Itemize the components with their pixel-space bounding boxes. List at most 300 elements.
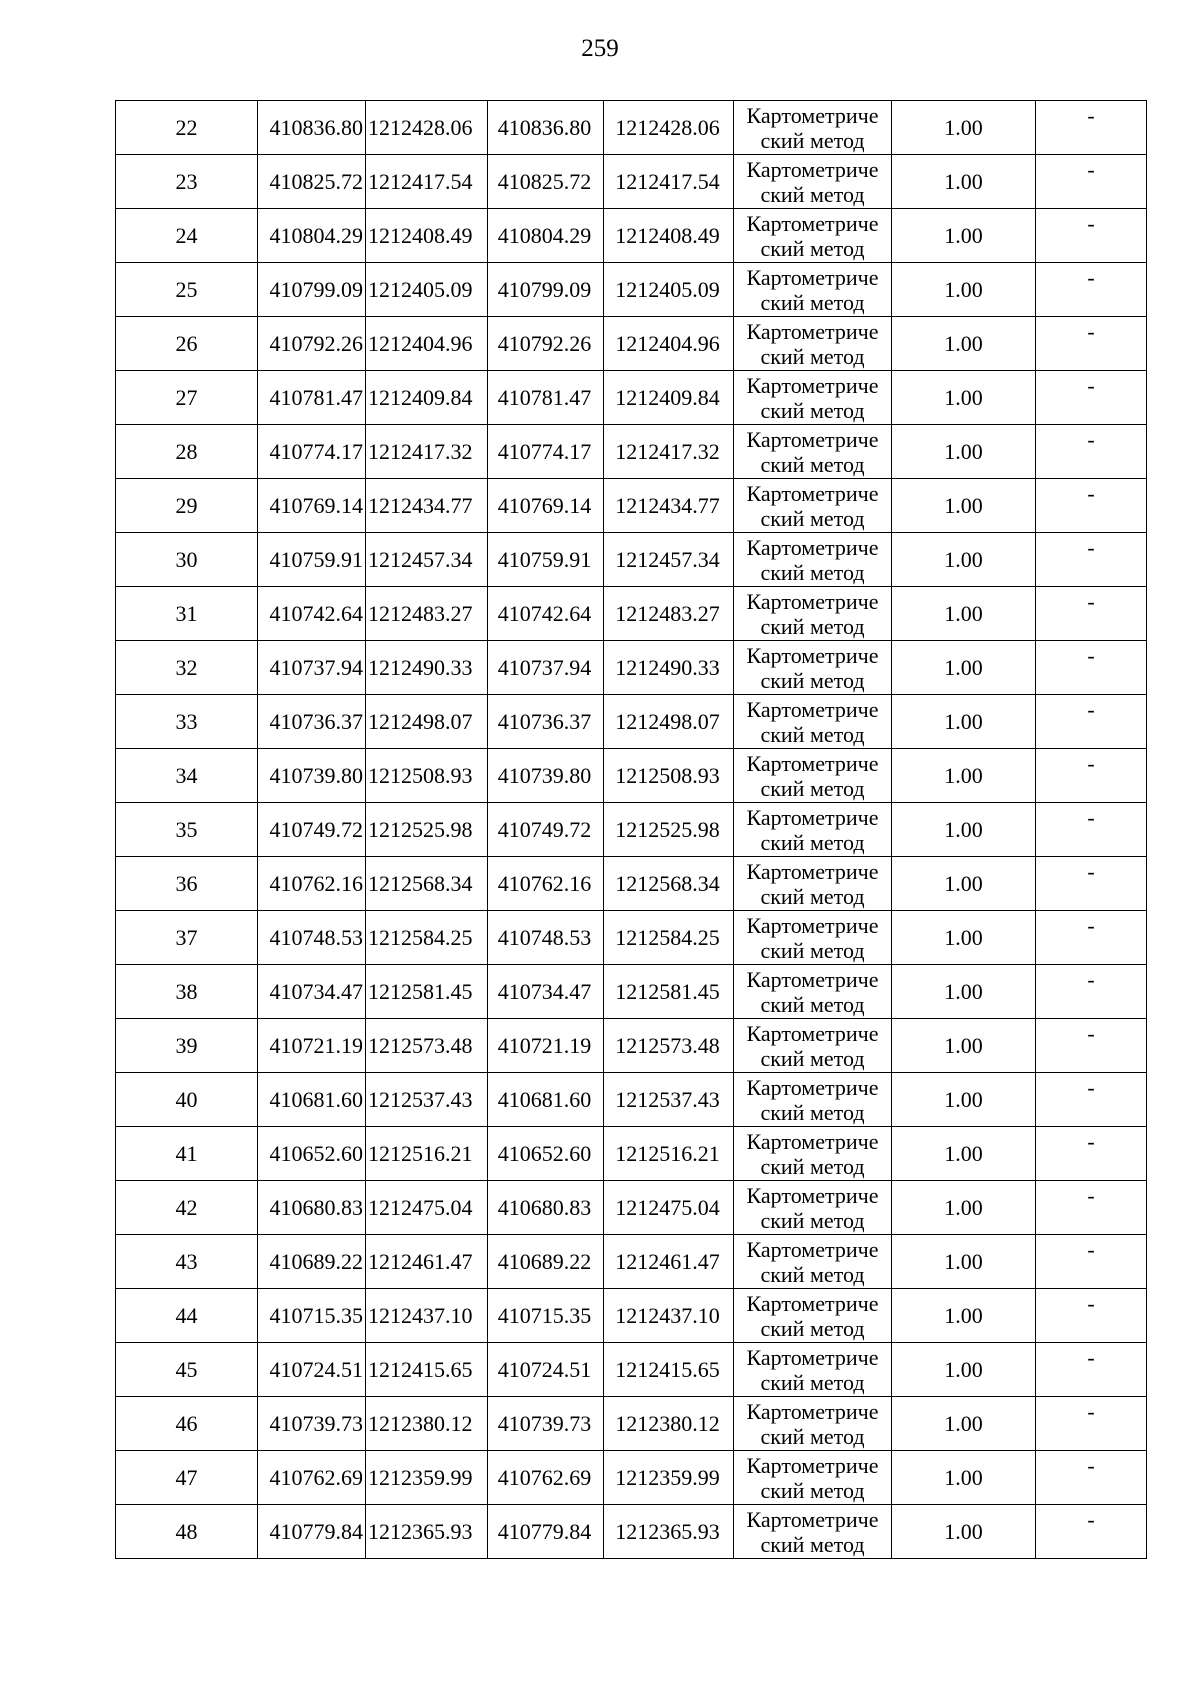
method-cell xyxy=(734,317,892,371)
table-row xyxy=(116,1451,1147,1505)
note-cell: - xyxy=(1036,317,1147,371)
point-number-cell: 45 xyxy=(116,1343,258,1397)
method-line-2: ский метод xyxy=(760,1423,865,1449)
table-row xyxy=(116,317,1147,371)
y-coordinate-cell-2: 1212490.33 xyxy=(604,641,734,695)
accuracy-cell: 1.00 xyxy=(892,1127,1036,1181)
point-number-cell: 31 xyxy=(116,587,258,641)
x-coordinate-cell: 410762.69 xyxy=(258,1451,366,1505)
note-cell: - xyxy=(1036,1235,1147,1289)
note-cell: - xyxy=(1036,1289,1147,1343)
table-row xyxy=(116,209,1147,263)
x-coordinate-cell: 410825.72 xyxy=(258,155,366,209)
x-coordinate-cell: 410749.72 xyxy=(258,803,366,857)
point-number-cell: 26 xyxy=(116,317,258,371)
method-cell xyxy=(734,1127,892,1181)
point-number-cell: 47 xyxy=(116,1451,258,1505)
table-row xyxy=(116,803,1147,857)
method-line-2: ский метод xyxy=(760,505,865,531)
y-coordinate-cell: 1212568.34 xyxy=(366,857,488,911)
method-cell xyxy=(734,695,892,749)
method-line-1: Картометриче xyxy=(746,210,879,236)
method-cell xyxy=(734,101,892,155)
method-line-1: Картометриче xyxy=(746,480,879,506)
accuracy-cell: 1.00 xyxy=(892,641,1036,695)
table-row xyxy=(116,911,1147,965)
x-coordinate-cell-2: 410836.80 xyxy=(488,101,604,155)
method-line-1: Картометриче xyxy=(746,534,879,560)
method-line-2: ский метод xyxy=(760,397,865,423)
x-coordinate-cell-2: 410737.94 xyxy=(488,641,604,695)
table-row xyxy=(116,101,1147,155)
table-row xyxy=(116,263,1147,317)
x-coordinate-cell: 410737.94 xyxy=(258,641,366,695)
y-coordinate-cell-2: 1212584.25 xyxy=(604,911,734,965)
method-line-2: ский метод xyxy=(760,1477,865,1503)
point-number-cell: 43 xyxy=(116,1235,258,1289)
note-cell: - xyxy=(1036,371,1147,425)
y-coordinate-cell: 1212380.12 xyxy=(366,1397,488,1451)
y-coordinate-cell: 1212457.34 xyxy=(366,533,488,587)
note-cell: - xyxy=(1036,263,1147,317)
method-line-2: ский метод xyxy=(760,667,865,693)
table-row xyxy=(116,641,1147,695)
x-coordinate-cell: 410724.51 xyxy=(258,1343,366,1397)
y-coordinate-cell-2: 1212475.04 xyxy=(604,1181,734,1235)
x-coordinate-cell: 410762.16 xyxy=(258,857,366,911)
y-coordinate-cell-2: 1212483.27 xyxy=(604,587,734,641)
method-line-2: ский метод xyxy=(760,1207,865,1233)
table-row xyxy=(116,533,1147,587)
accuracy-cell: 1.00 xyxy=(892,371,1036,425)
table-row xyxy=(116,371,1147,425)
x-coordinate-cell-2: 410799.09 xyxy=(488,263,604,317)
x-coordinate-cell: 410836.80 xyxy=(258,101,366,155)
point-number-cell: 44 xyxy=(116,1289,258,1343)
accuracy-cell: 1.00 xyxy=(892,1397,1036,1451)
y-coordinate-cell-2: 1212417.54 xyxy=(604,155,734,209)
x-coordinate-cell-2: 410762.16 xyxy=(488,857,604,911)
method-line-2: ский метод xyxy=(760,559,865,585)
y-coordinate-cell: 1212516.21 xyxy=(366,1127,488,1181)
accuracy-cell: 1.00 xyxy=(892,965,1036,1019)
point-number-cell: 32 xyxy=(116,641,258,695)
point-number-cell: 42 xyxy=(116,1181,258,1235)
method-line-2: ский метод xyxy=(760,829,865,855)
table-row xyxy=(116,965,1147,1019)
accuracy-cell: 1.00 xyxy=(892,1505,1036,1559)
x-coordinate-cell: 410769.14 xyxy=(258,479,366,533)
method-line-1: Картометриче xyxy=(746,1344,879,1370)
method-line-2: ский метод xyxy=(760,1369,865,1395)
x-coordinate-cell: 410774.17 xyxy=(258,425,366,479)
table-row xyxy=(116,1397,1147,1451)
y-coordinate-cell: 1212437.10 xyxy=(366,1289,488,1343)
method-line-2: ский метод xyxy=(760,451,865,477)
y-coordinate-cell-2: 1212415.65 xyxy=(604,1343,734,1397)
x-coordinate-cell: 410715.35 xyxy=(258,1289,366,1343)
x-coordinate-cell: 410681.60 xyxy=(258,1073,366,1127)
note-cell: - xyxy=(1036,1451,1147,1505)
method-line-2: ский метод xyxy=(760,235,865,261)
note-cell: - xyxy=(1036,1505,1147,1559)
method-line-1: Картометриче xyxy=(746,372,879,398)
x-coordinate-cell-2: 410721.19 xyxy=(488,1019,604,1073)
accuracy-cell: 1.00 xyxy=(892,1451,1036,1505)
page-number: 259 xyxy=(581,35,619,62)
method-line-1: Картометриче xyxy=(746,858,879,884)
y-coordinate-cell: 1212537.43 xyxy=(366,1073,488,1127)
note-cell: - xyxy=(1036,641,1147,695)
method-cell xyxy=(734,155,892,209)
method-line-1: Картометриче xyxy=(746,966,879,992)
x-coordinate-cell: 410779.84 xyxy=(258,1505,366,1559)
x-coordinate-cell-2: 410742.64 xyxy=(488,587,604,641)
x-coordinate-cell: 410742.64 xyxy=(258,587,366,641)
point-number-cell: 38 xyxy=(116,965,258,1019)
method-cell xyxy=(734,749,892,803)
method-line-2: ский метод xyxy=(760,883,865,909)
table-row xyxy=(116,1289,1147,1343)
accuracy-cell: 1.00 xyxy=(892,209,1036,263)
point-number-cell: 33 xyxy=(116,695,258,749)
method-cell xyxy=(734,965,892,1019)
y-coordinate-cell-2: 1212417.32 xyxy=(604,425,734,479)
x-coordinate-cell-2: 410652.60 xyxy=(488,1127,604,1181)
table-row xyxy=(116,695,1147,749)
x-coordinate-cell-2: 410739.80 xyxy=(488,749,604,803)
method-cell xyxy=(734,1181,892,1235)
x-coordinate-cell-2: 410804.29 xyxy=(488,209,604,263)
method-line-1: Картометриче xyxy=(746,102,879,128)
x-coordinate-cell-2: 410689.22 xyxy=(488,1235,604,1289)
note-cell: - xyxy=(1036,1127,1147,1181)
method-line-1: Картометриче xyxy=(746,1128,879,1154)
x-coordinate-cell: 410739.73 xyxy=(258,1397,366,1451)
table-row xyxy=(116,155,1147,209)
point-number-cell: 46 xyxy=(116,1397,258,1451)
method-cell xyxy=(734,587,892,641)
method-line-2: ский метод xyxy=(760,343,865,369)
method-line-2: ский метод xyxy=(760,613,865,639)
x-coordinate-cell-2: 410825.72 xyxy=(488,155,604,209)
note-cell: - xyxy=(1036,425,1147,479)
method-cell xyxy=(734,1289,892,1343)
y-coordinate-cell-2: 1212404.96 xyxy=(604,317,734,371)
method-cell xyxy=(734,1397,892,1451)
method-cell xyxy=(734,1451,892,1505)
note-cell: - xyxy=(1036,155,1147,209)
method-cell xyxy=(734,1343,892,1397)
point-number-cell: 40 xyxy=(116,1073,258,1127)
table-row xyxy=(116,1343,1147,1397)
accuracy-cell: 1.00 xyxy=(892,1019,1036,1073)
y-coordinate-cell-2: 1212409.84 xyxy=(604,371,734,425)
y-coordinate-cell: 1212408.49 xyxy=(366,209,488,263)
x-coordinate-cell: 410721.19 xyxy=(258,1019,366,1073)
x-coordinate-cell-2: 410681.60 xyxy=(488,1073,604,1127)
point-number-cell: 34 xyxy=(116,749,258,803)
point-number-cell: 48 xyxy=(116,1505,258,1559)
accuracy-cell: 1.00 xyxy=(892,1073,1036,1127)
method-line-2: ский метод xyxy=(760,1531,865,1557)
accuracy-cell: 1.00 xyxy=(892,857,1036,911)
method-line-1: Картометриче xyxy=(746,1236,879,1262)
x-coordinate-cell: 410804.29 xyxy=(258,209,366,263)
table-body xyxy=(116,101,1147,1559)
table-row xyxy=(116,1235,1147,1289)
table-row xyxy=(116,1073,1147,1127)
table-row xyxy=(116,1505,1147,1559)
y-coordinate-cell: 1212434.77 xyxy=(366,479,488,533)
table-row xyxy=(116,1127,1147,1181)
y-coordinate-cell-2: 1212537.43 xyxy=(604,1073,734,1127)
point-number-cell: 29 xyxy=(116,479,258,533)
table-row xyxy=(116,749,1147,803)
method-line-2: ский метод xyxy=(760,181,865,207)
y-coordinate-cell-2: 1212581.45 xyxy=(604,965,734,1019)
x-coordinate-cell: 410680.83 xyxy=(258,1181,366,1235)
accuracy-cell: 1.00 xyxy=(892,1181,1036,1235)
method-cell xyxy=(734,1073,892,1127)
point-number-cell: 30 xyxy=(116,533,258,587)
y-coordinate-cell: 1212417.32 xyxy=(366,425,488,479)
method-cell xyxy=(734,1019,892,1073)
y-coordinate-cell-2: 1212408.49 xyxy=(604,209,734,263)
method-line-2: ский метод xyxy=(760,1261,865,1287)
method-line-1: Картометриче xyxy=(746,912,879,938)
y-coordinate-cell: 1212409.84 xyxy=(366,371,488,425)
method-line-1: Картометриче xyxy=(746,1398,879,1424)
x-coordinate-cell: 410759.91 xyxy=(258,533,366,587)
method-cell xyxy=(734,1505,892,1559)
x-coordinate-cell-2: 410774.17 xyxy=(488,425,604,479)
y-coordinate-cell-2: 1212525.98 xyxy=(604,803,734,857)
point-number-cell: 22 xyxy=(116,101,258,155)
point-number-cell: 39 xyxy=(116,1019,258,1073)
x-coordinate-cell-2: 410736.37 xyxy=(488,695,604,749)
x-coordinate-cell-2: 410715.35 xyxy=(488,1289,604,1343)
y-coordinate-cell: 1212573.48 xyxy=(366,1019,488,1073)
y-coordinate-cell-2: 1212428.06 xyxy=(604,101,734,155)
x-coordinate-cell-2: 410739.73 xyxy=(488,1397,604,1451)
method-cell xyxy=(734,263,892,317)
point-number-cell: 27 xyxy=(116,371,258,425)
x-coordinate-cell: 410781.47 xyxy=(258,371,366,425)
y-coordinate-cell: 1212461.47 xyxy=(366,1235,488,1289)
y-coordinate-cell-2: 1212437.10 xyxy=(604,1289,734,1343)
y-coordinate-cell: 1212525.98 xyxy=(366,803,488,857)
y-coordinate-cell: 1212508.93 xyxy=(366,749,488,803)
method-cell xyxy=(734,533,892,587)
method-cell xyxy=(734,425,892,479)
y-coordinate-cell: 1212581.45 xyxy=(366,965,488,1019)
x-coordinate-cell: 410736.37 xyxy=(258,695,366,749)
y-coordinate-cell-2: 1212434.77 xyxy=(604,479,734,533)
accuracy-cell: 1.00 xyxy=(892,911,1036,965)
accuracy-cell: 1.00 xyxy=(892,101,1036,155)
method-line-2: ский метод xyxy=(760,127,865,153)
accuracy-cell: 1.00 xyxy=(892,533,1036,587)
point-number-cell: 41 xyxy=(116,1127,258,1181)
y-coordinate-cell-2: 1212508.93 xyxy=(604,749,734,803)
table-row xyxy=(116,479,1147,533)
accuracy-cell: 1.00 xyxy=(892,479,1036,533)
method-cell xyxy=(734,479,892,533)
note-cell: - xyxy=(1036,479,1147,533)
method-line-1: Картометриче xyxy=(746,696,879,722)
point-number-cell: 35 xyxy=(116,803,258,857)
point-number-cell: 28 xyxy=(116,425,258,479)
y-coordinate-cell: 1212498.07 xyxy=(366,695,488,749)
y-coordinate-cell-2: 1212359.99 xyxy=(604,1451,734,1505)
coordinates-table xyxy=(115,100,1147,1559)
note-cell: - xyxy=(1036,209,1147,263)
method-line-2: ский метод xyxy=(760,1315,865,1341)
y-coordinate-cell: 1212404.96 xyxy=(366,317,488,371)
accuracy-cell: 1.00 xyxy=(892,803,1036,857)
note-cell: - xyxy=(1036,911,1147,965)
method-line-1: Картометриче xyxy=(746,588,879,614)
x-coordinate-cell-2: 410680.83 xyxy=(488,1181,604,1235)
method-line-1: Картометриче xyxy=(746,1290,879,1316)
method-line-1: Картометриче xyxy=(746,1020,879,1046)
note-cell: - xyxy=(1036,749,1147,803)
method-line-1: Картометриче xyxy=(746,1452,879,1478)
point-number-cell: 25 xyxy=(116,263,258,317)
x-coordinate-cell: 410734.47 xyxy=(258,965,366,1019)
table-row xyxy=(116,857,1147,911)
x-coordinate-cell-2: 410792.26 xyxy=(488,317,604,371)
y-coordinate-cell: 1212584.25 xyxy=(366,911,488,965)
method-line-1: Картометриче xyxy=(746,426,879,452)
y-coordinate-cell-2: 1212498.07 xyxy=(604,695,734,749)
method-line-2: ский метод xyxy=(760,721,865,747)
table-row xyxy=(116,425,1147,479)
accuracy-cell: 1.00 xyxy=(892,263,1036,317)
method-line-1: Картометриче xyxy=(746,318,879,344)
note-cell: - xyxy=(1036,1397,1147,1451)
method-cell xyxy=(734,803,892,857)
y-coordinate-cell-2: 1212380.12 xyxy=(604,1397,734,1451)
method-line-2: ский метод xyxy=(760,1045,865,1071)
method-line-1: Картометриче xyxy=(746,264,879,290)
note-cell: - xyxy=(1036,695,1147,749)
y-coordinate-cell-2: 1212573.48 xyxy=(604,1019,734,1073)
note-cell: - xyxy=(1036,1181,1147,1235)
y-coordinate-cell: 1212428.06 xyxy=(366,101,488,155)
x-coordinate-cell: 410748.53 xyxy=(258,911,366,965)
x-coordinate-cell: 410792.26 xyxy=(258,317,366,371)
x-coordinate-cell: 410799.09 xyxy=(258,263,366,317)
accuracy-cell: 1.00 xyxy=(892,425,1036,479)
table-row xyxy=(116,587,1147,641)
accuracy-cell: 1.00 xyxy=(892,1343,1036,1397)
y-coordinate-cell: 1212490.33 xyxy=(366,641,488,695)
method-line-2: ский метод xyxy=(760,775,865,801)
x-coordinate-cell-2: 410759.91 xyxy=(488,533,604,587)
accuracy-cell: 1.00 xyxy=(892,1235,1036,1289)
y-coordinate-cell-2: 1212457.34 xyxy=(604,533,734,587)
y-coordinate-cell: 1212417.54 xyxy=(366,155,488,209)
method-cell xyxy=(734,857,892,911)
method-line-1: Картометриче xyxy=(746,1182,879,1208)
y-coordinate-cell-2: 1212405.09 xyxy=(604,263,734,317)
method-cell xyxy=(734,209,892,263)
point-number-cell: 37 xyxy=(116,911,258,965)
y-coordinate-cell-2: 1212461.47 xyxy=(604,1235,734,1289)
x-coordinate-cell: 410689.22 xyxy=(258,1235,366,1289)
x-coordinate-cell: 410739.80 xyxy=(258,749,366,803)
y-coordinate-cell-2: 1212516.21 xyxy=(604,1127,734,1181)
y-coordinate-cell: 1212359.99 xyxy=(366,1451,488,1505)
method-line-1: Картометриче xyxy=(746,1506,879,1532)
accuracy-cell: 1.00 xyxy=(892,155,1036,209)
note-cell: - xyxy=(1036,857,1147,911)
y-coordinate-cell: 1212475.04 xyxy=(366,1181,488,1235)
x-coordinate-cell: 410652.60 xyxy=(258,1127,366,1181)
note-cell: - xyxy=(1036,533,1147,587)
method-line-2: ский метод xyxy=(760,289,865,315)
x-coordinate-cell-2: 410779.84 xyxy=(488,1505,604,1559)
point-number-cell: 36 xyxy=(116,857,258,911)
method-line-1: Картометриче xyxy=(746,156,879,182)
note-cell: - xyxy=(1036,587,1147,641)
y-coordinate-cell: 1212415.65 xyxy=(366,1343,488,1397)
accuracy-cell: 1.00 xyxy=(892,749,1036,803)
method-line-2: ский метод xyxy=(760,991,865,1017)
method-line-1: Картометриче xyxy=(746,750,879,776)
x-coordinate-cell-2: 410769.14 xyxy=(488,479,604,533)
x-coordinate-cell-2: 410724.51 xyxy=(488,1343,604,1397)
y-coordinate-cell-2: 1212365.93 xyxy=(604,1505,734,1559)
y-coordinate-cell: 1212405.09 xyxy=(366,263,488,317)
method-cell xyxy=(734,1235,892,1289)
accuracy-cell: 1.00 xyxy=(892,695,1036,749)
method-cell xyxy=(734,371,892,425)
point-number-cell: 23 xyxy=(116,155,258,209)
x-coordinate-cell-2: 410748.53 xyxy=(488,911,604,965)
y-coordinate-cell: 1212365.93 xyxy=(366,1505,488,1559)
x-coordinate-cell-2: 410762.69 xyxy=(488,1451,604,1505)
method-line-1: Картометриче xyxy=(746,642,879,668)
method-line-1: Картометриче xyxy=(746,804,879,830)
method-line-2: ский метод xyxy=(760,1099,865,1125)
note-cell: - xyxy=(1036,965,1147,1019)
y-coordinate-cell: 1212483.27 xyxy=(366,587,488,641)
method-cell xyxy=(734,911,892,965)
x-coordinate-cell-2: 410781.47 xyxy=(488,371,604,425)
note-cell: - xyxy=(1036,1343,1147,1397)
accuracy-cell: 1.00 xyxy=(892,317,1036,371)
note-cell: - xyxy=(1036,803,1147,857)
accuracy-cell: 1.00 xyxy=(892,587,1036,641)
table-row xyxy=(116,1181,1147,1235)
accuracy-cell: 1.00 xyxy=(892,1289,1036,1343)
note-cell: - xyxy=(1036,1073,1147,1127)
note-cell: - xyxy=(1036,101,1147,155)
method-line-1: Картометриче xyxy=(746,1074,879,1100)
note-cell: - xyxy=(1036,1019,1147,1073)
method-cell xyxy=(734,641,892,695)
method-line-2: ский метод xyxy=(760,937,865,963)
y-coordinate-cell-2: 1212568.34 xyxy=(604,857,734,911)
point-number-cell: 24 xyxy=(116,209,258,263)
method-line-2: ский метод xyxy=(760,1153,865,1179)
table-row xyxy=(116,1019,1147,1073)
x-coordinate-cell-2: 410749.72 xyxy=(488,803,604,857)
x-coordinate-cell-2: 410734.47 xyxy=(488,965,604,1019)
